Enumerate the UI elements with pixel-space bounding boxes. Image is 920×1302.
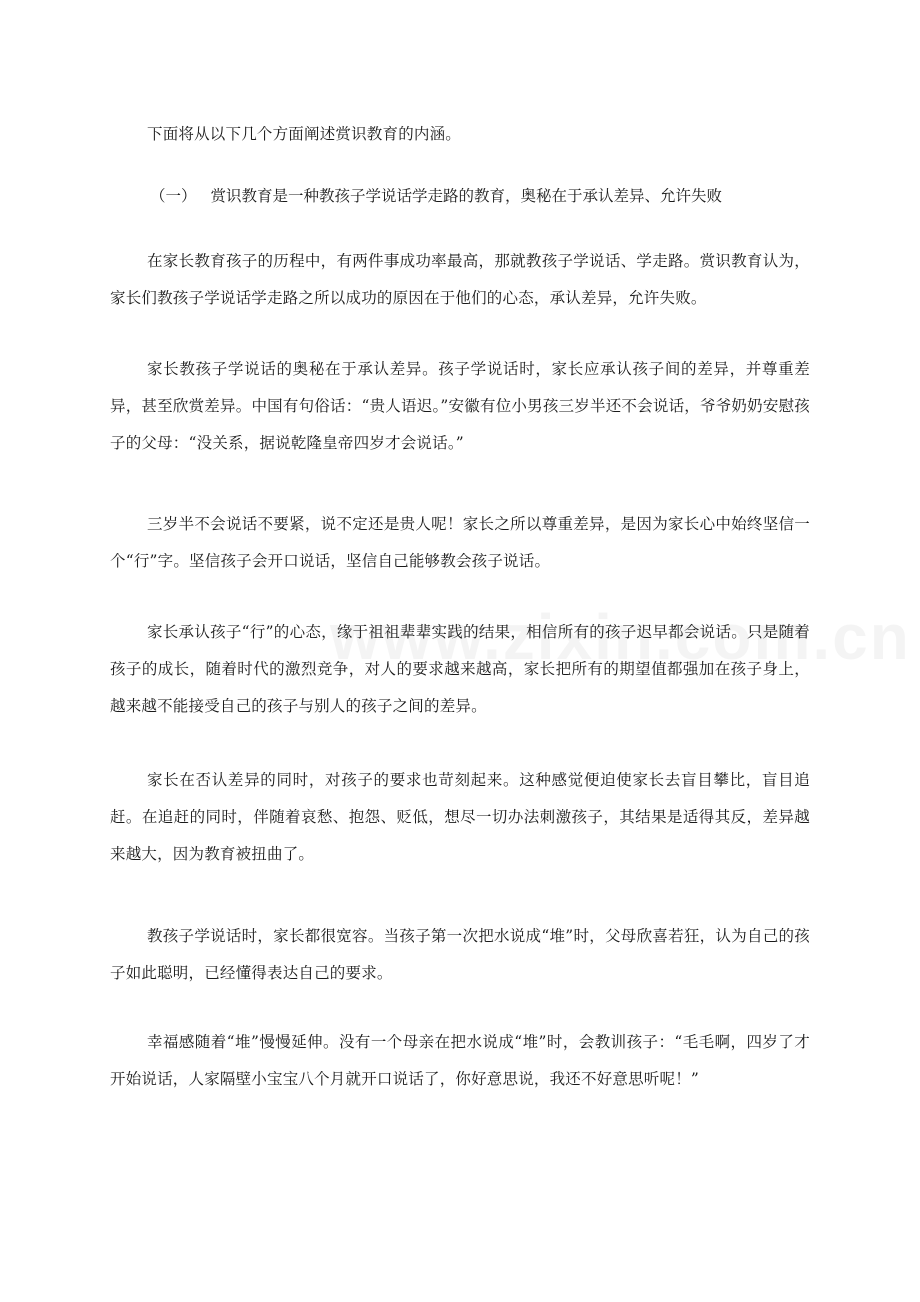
- paragraph-4: 家长承认孩子“行”的心态，缘于祖祖辈辈实践的结果，相信所有的孩子迟早都会说话。只是随着孩子的成长，随着时代的激烈竞争，对人的要求越来越高，家长把所有的期望值都强加在孩子身上，越来越不能接受自己的孩子与别人的孩子之间的差异。: [110, 623, 810, 715]
- paragraph-5: 家长在否认差异的同时，对孩子的要求也苛刻起来。这种感觉便迫使家长去盲目攀比，盲目追赶。在追赶的同时，伴随着哀愁、抱怨、贬低，想尽一切办法刺激孩子，其结果是适得其反，差异越来越大，因为教育被扭曲了。: [110, 771, 810, 863]
- paragraph-1: 在家长教育孩子的历程中，有两件事成功率最高，那就教孩子学说话、学走路。赏识教育认为，家长们教孩子学说话学走路之所以成功的原因在于他们的心态，承认差异，允许失败。: [110, 252, 810, 307]
- intro-paragraph: 下面将从以下几个方面阐述赏识教育的内涵。: [147, 125, 462, 143]
- paragraph-7: 幸福感随着“堆”慢慢延伸。没有一个母亲在把水说成“堆”时，会教训孩子：“毛毛啊，四岁了才开始说话，人家隔壁小宝宝八个月就开口说话了，你好意思说，我还不好意思听呢！”: [110, 1033, 810, 1088]
- section-title: 赏识教育是一种教孩子学说话学走路的教育，奥秘在于承认差异、允许失败: [210, 187, 723, 205]
- paragraph-6: 教孩子学说话时，家长都很宽容。当孩子第一次把水说成“堆”时，父母欣喜若狂，认为自己的孩子如此聪明，已经懂得表达自己的要求。: [110, 927, 810, 982]
- section-heading: [150, 178, 810, 215]
- paragraph-2: 家长教孩子学说话的奥秘在于承认差异。孩子学说话时，家长应承认孩子间的差异，并尊重差异，甚至欣赏差异。中国有句俗话：“贵人语迟。”安徽有位小男孩三岁半还不会说话，爷爷奶奶安慰孩子的父母：“没关系，据说乾隆皇帝四岁才会说话。”: [110, 360, 810, 452]
- section-number: （一）: [150, 187, 197, 205]
- paragraph-3: 三岁半不会说话不要紧，说不定还是贵人呢！家长之所以尊重差异，是因为家长心中始终坚信一个“行”字。坚信孩子会开口说话，坚信自己能够教会孩子说话。: [110, 515, 810, 570]
